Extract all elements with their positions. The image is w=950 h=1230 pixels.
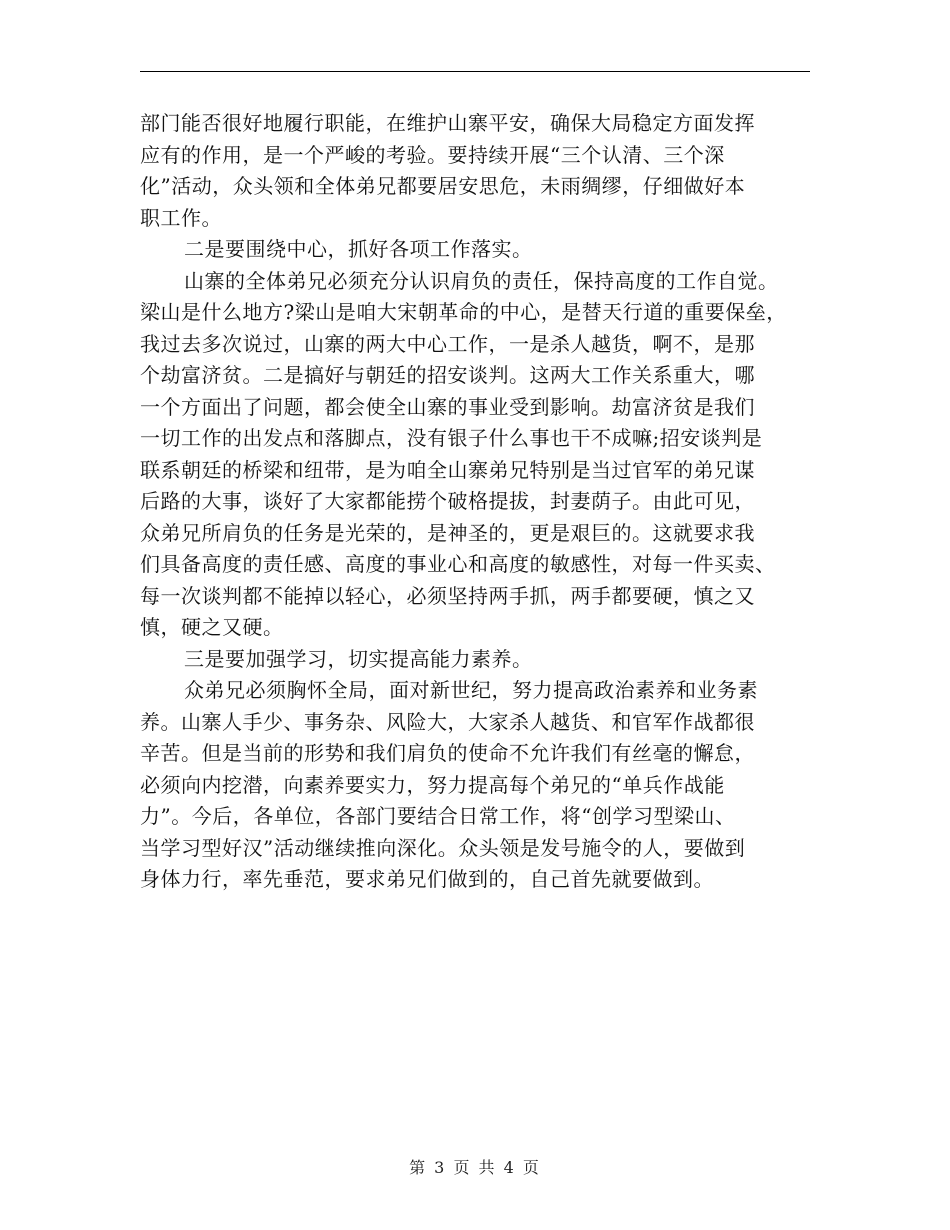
text-line: 应有的作用，是一个严峻的考验。要持续开展“三个认清、三个深 <box>140 142 725 167</box>
text-line: 个劫富济贫。二是搞好与朝廷的招安谈判。这两大工作关系重大，哪 <box>140 363 755 387</box>
text-line: 联系朝廷的桥梁和纽带，是为咱全山寨弟兄特别是当过官军的弟兄谋 <box>140 457 755 482</box>
text-line: 养。山寨人手少、事务杂、风险大，大家杀人越货、和官军作战都很 <box>140 709 755 734</box>
text-line: 身体力行，率先垂范，要求弟兄们做到的，自己首先就要做到。 <box>140 867 714 891</box>
text-line: 每一次谈判都不能掉以轻心，必须坚持两手抓，两手都要硬，慎之又 <box>140 583 755 608</box>
body-text <box>140 108 810 896</box>
text-line: 慎，硬之又硬。 <box>140 615 284 639</box>
text-line: 一个方面出了问题，都会使全山寨的事业受到影响。劫富济贫是我们 <box>140 394 755 419</box>
text-line: 山寨的全体弟兄必须充分认识肩负的责任，保持高度的工作自觉。 <box>184 268 779 293</box>
section-heading: 二是要围绕中心，抓好各项工作落实。 <box>184 237 533 261</box>
header-rule <box>140 71 810 72</box>
text-line: 当学习型好汉”活动继续推向深化。众头领是发号施令的人，要做到 <box>140 835 746 860</box>
page-number-footer: 第 3 页 共 4 页 <box>409 1158 541 1177</box>
text-line: 我过去多次说过，山寨的两大中心工作，一是杀人越货，啊不，是那 <box>140 331 755 356</box>
text-line: 力”。今后，各单位，各部门要结合日常工作，将“创学习型梁山、 <box>140 804 736 828</box>
text-line: 职工作。 <box>140 205 222 230</box>
text-line: 必须向内挖潜，向素养要实力，努力提高每个弟兄的“单兵作战能 <box>140 772 725 797</box>
text-line: 梁山是什么地方?梁山是咱大宋朝革命的中心，是替天行道的重要保垒， <box>140 300 787 324</box>
text-line: 一切工作的出发点和落脚点，没有银子什么事也干不成嘛;招安谈判是 <box>140 426 763 450</box>
text-line: 后路的大事，谈好了大家都能捞个破格提拔，封妻荫子。由此可见， <box>140 489 755 513</box>
text-line: 众弟兄必须胸怀全局，面对新世纪，努力提高政治素养和业务素 <box>184 678 758 702</box>
text-line: 化”活动，众头领和全体弟兄都要居安思危，未雨绸缪，仔细做好本 <box>140 174 746 198</box>
text-line: 部门能否很好地履行职能，在维护山寨平安，确保大局稳定方面发挥 <box>140 111 755 135</box>
section-heading: 三是要加强学习，切实提高能力素养。 <box>184 646 533 671</box>
text-line: 们具备高度的责任感、高度的事业心和高度的敏感性，对每一件买卖、 <box>140 552 776 576</box>
text-line: 众弟兄所肩负的任务是光荣的，是神圣的，更是艰巨的。这就要求我 <box>140 520 755 545</box>
text-line: 辛苦。但是当前的形势和我们肩负的使命不允许我们有丝毫的懈怠， <box>140 741 755 765</box>
